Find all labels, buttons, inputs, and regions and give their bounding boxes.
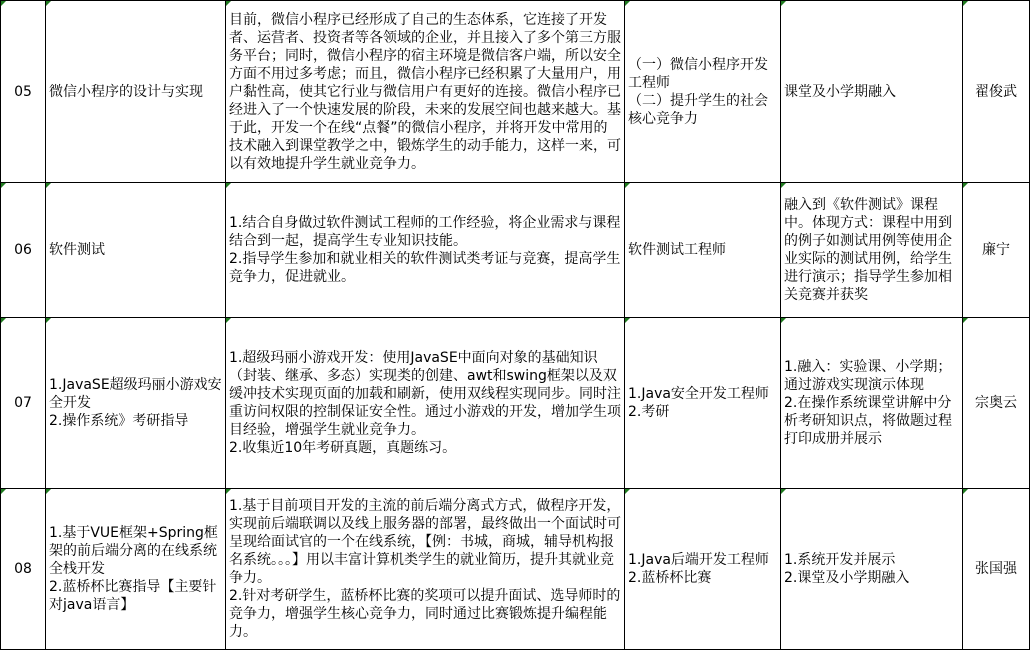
integration-method: 融入到《软件测试》课程中。体现方式：课程中用到的例子如测试用例等使用企业实际的测试用例，给学生进行演示；指导学生参加相关竞赛并获奖 (781, 183, 963, 318)
table-row (1, 489, 1030, 650)
integration-method: 1.融入：实验课、小学期；通过游戏实现演示体现 2.在操作系统课堂讲解中分析考研知识点，将做题过程打印成册并展示 (781, 318, 963, 489)
row-number: 06 (1, 183, 46, 318)
table-row (1, 1, 1030, 183)
integration-method: 课堂及小学期融入 (781, 1, 963, 183)
course-title: 软件测试 (46, 183, 226, 318)
course-description: 1.基于目前项目开发的主流的前后端分离式方式，做程序开发，实现前后端联调以及线上服务器的部署，最终做出一个面试时可呈现给面试官的一个在线系统，【例：书城，商城，辅导机构报名系统。。。】用以丰富计算机类学生的就业简历，提升其就业竞争力。 2.针对考研学生，蓝桥杯比赛的奖项可以提升面试、选导师时的竞争力，增强学生核心竞争力，同时通过比赛锻炼提升编程能力。 (226, 489, 625, 650)
career-target: （一）微信小程序开发工程师 （二）提升学生的社会核心竞争力 (625, 1, 781, 183)
row-number: 05 (1, 1, 46, 183)
row-number: 08 (1, 489, 46, 650)
teacher-name: 翟俊武 (963, 1, 1030, 183)
career-target: 软件测试工程师 (625, 183, 781, 318)
teacher-name: 宗奥云 (963, 318, 1030, 489)
course-description: 目前，微信小程序已经形成了自己的生态体系，它连接了开发者、运营者、投资者等各领域的企业，并且接入了多个第三方服务平台；同时，微信小程序的宿主环境是微信客户端，所以安全方面不用过多考虑；而且，微信小程序已经积累了大量用户，用户黏性高，使其它行业与微信用户有更好的连接。微信小程序已经进入了一个快速发展的阶段，未来的发展空间也越来越大。基于此，开发一个在线“点餐”的微信小程序，并将开发中常用的技术融入到课堂教学之中，锻炼学生的动手能力，这样一来，可以有效地提升学生就业竞争力。 (226, 1, 625, 183)
course-title: 微信小程序的设计与实现 (46, 1, 226, 183)
career-target: 1.Java后端开发工程师 2.蓝桥杯比赛 (625, 489, 781, 650)
career-target: 1.Java安全开发工程师 2.考研 (625, 318, 781, 489)
teacher-name: 廉宁 (963, 183, 1030, 318)
row-number: 07 (1, 318, 46, 489)
course-title: 1.基于VUE框架+Spring框架的前后端分离的在线系统全栈开发 2.蓝桥杯比赛指导【主要针对java语言】 (46, 489, 226, 650)
integration-method: 1.系统开发并展示 2.课堂及小学期融入 (781, 489, 963, 650)
course-description: 1.超级玛丽小游戏开发：使用JavaSE中面向对象的基础知识（封装、继承、多态）实现类的创建、awt和swing框架以及双缓冲技术实现页面的加载和刷新，使用双线程实现同步。同时注重访问权限的控制保证安全性。通过小游戏的开发，增加学生项目经验，增强学生就业竞争力。 2.收集近10年考研真题，真题练习。 (226, 318, 625, 489)
table-row (1, 183, 1030, 318)
course-title: 1.JavaSE超级玛丽小游戏安全开发 2.操作系统》考研指导 (46, 318, 226, 489)
table-row (1, 318, 1030, 489)
course-description: 1.结合自身做过软件测试工程师的工作经验，将企业需求与课程结合到一起，提高学生专业知识技能。 2.指导学生参加和就业相关的软件测试类考证与竞赛，提高学生竞争力，促进就业。 (226, 183, 625, 318)
teacher-name: 张国强 (963, 489, 1030, 650)
